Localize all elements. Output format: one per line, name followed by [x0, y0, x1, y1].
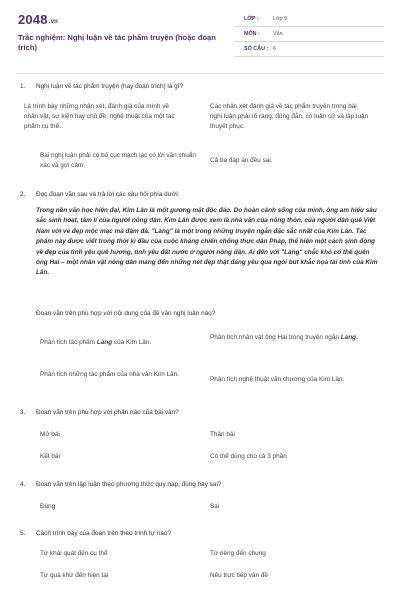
question-text: Nghị luận về tác phẩm truyện (hay đoạn trích) là gì? — [36, 83, 184, 90]
brand-logo[interactable]: 2048.vn — [18, 12, 59, 27]
question-number: 2. — [20, 191, 26, 198]
option-a[interactable]: Mở bài — [40, 431, 60, 438]
option-d[interactable]: Nêu trực tiếp vấn đề — [210, 572, 268, 579]
meta-question-count: SỐ CÂU : 6 — [234, 42, 384, 57]
question-number: 1. — [20, 83, 26, 90]
option-c[interactable]: Bài nghị luận phải có bố cục mạch lạc có lời văn chuẩn xác và gợi cảm. — [40, 152, 196, 169]
option-b[interactable]: Sai — [210, 503, 220, 510]
meta-subject: MÔN : Văn — [234, 27, 384, 42]
question-text: Đoạn văn trên lập luận theo phương thức quy nạp, đúng hay sai? — [36, 481, 222, 488]
option-b[interactable]: Thân bài — [210, 431, 235, 438]
option-a[interactable]: Là trình bày những nhận xét, đánh giá của mình về nhân vật, sự kiện hay chủ đề, nghệ thuật của một tác phẩm cụ thể. — [24, 103, 175, 130]
option-c[interactable]: Phân tích những tác phẩm của nhà văn Kim Lân. — [40, 371, 179, 378]
question-3 — [20, 408, 380, 460]
question-text: Đọc đoạn văn sau và trả lời các câu hỏi phía dưới: — [36, 191, 180, 198]
question-number: 5. — [20, 530, 26, 537]
quiz-title: Trắc nghiệm: Nghị luận về tác phẩm truyện (hoặc đoạn trích) — [18, 33, 216, 52]
option-a[interactable]: Phân tích tác phẩm Làng của Kim Lân. — [40, 339, 152, 346]
option-d[interactable]: Có thể dùng cho cả 3 phần — [210, 453, 287, 460]
question-5 — [20, 529, 380, 579]
question-2 — [20, 190, 380, 383]
question-number: 3. — [20, 409, 26, 416]
question-text: Cách trình bày của đoạn trên theo trình tự nào? — [36, 530, 172, 537]
option-b[interactable]: Phân tích nhân vật ông Hai trong truyện ngắn Làng. — [210, 334, 358, 341]
question-1 — [20, 82, 380, 169]
option-b[interactable]: Các nhận xét đánh giá về tác phẩm truyện trong bài nghị luận phải rõ ràng, đúng đắn, có luận cứ và lập luận thuyết phục. — [210, 103, 369, 130]
sub-question-text: Đoạn văn trên phù hợp với nội dung của đề văn nghị luận nào? — [36, 310, 216, 317]
question-4 — [20, 480, 380, 510]
option-a[interactable]: Từ khái quát đến cụ thể — [40, 550, 108, 557]
question-text: Đoạn văn trên phù hợp với phần nào của bài văn? — [36, 409, 179, 416]
quiz-meta — [234, 12, 384, 57]
option-d[interactable]: Cả ba đáp án đều sai. — [210, 157, 273, 164]
option-b[interactable]: Từ riêng đến chung — [210, 550, 266, 557]
option-c[interactable]: Từ quá khứ đến hiện tại — [40, 572, 109, 579]
reading-passage: Trong nền văn học hiện đại, Kim Lân là một gương mặt độc đáo. Do hoàn cảnh sống của mình, ông am hiểu sâu sắc sinh hoạt, tâm lí của người nông dân. Kim Lân được xem là nhà văn của nông thôn, của người dân quê Việt Nam với vẻ đẹp mộc mạc mà đậm đà. "Làng" là một trong những truyện ngắn đặc sắc nhất của Kim Lân. Tác phẩm này được viết trong thời kì đầu của cuộc kháng chiến chống thực dân Pháp, thể hiện một cách sinh động về đẹp của tình yêu quê hương, tình yêu đất nước ở người nông dân. Ai đến với "Làng" chắc khó có thể quên ông Hai – một nhân vật nông dân mang đến những nét đẹp thật đáng yêu qua ngòi bút khắc họa tài tình của Kim Lân. — [36, 207, 378, 277]
header-divider — [16, 73, 384, 74]
option-d[interactable]: Phân tích nghệ thuật văn chương của Kim Lân. — [210, 376, 345, 383]
page-header — [18, 12, 384, 64]
option-c[interactable]: Kết bài — [40, 453, 60, 460]
meta-grade: LỚP : Lớp 9 — [234, 12, 384, 27]
question-number: 4. — [20, 481, 26, 488]
option-a[interactable]: Đúng — [40, 503, 56, 510]
